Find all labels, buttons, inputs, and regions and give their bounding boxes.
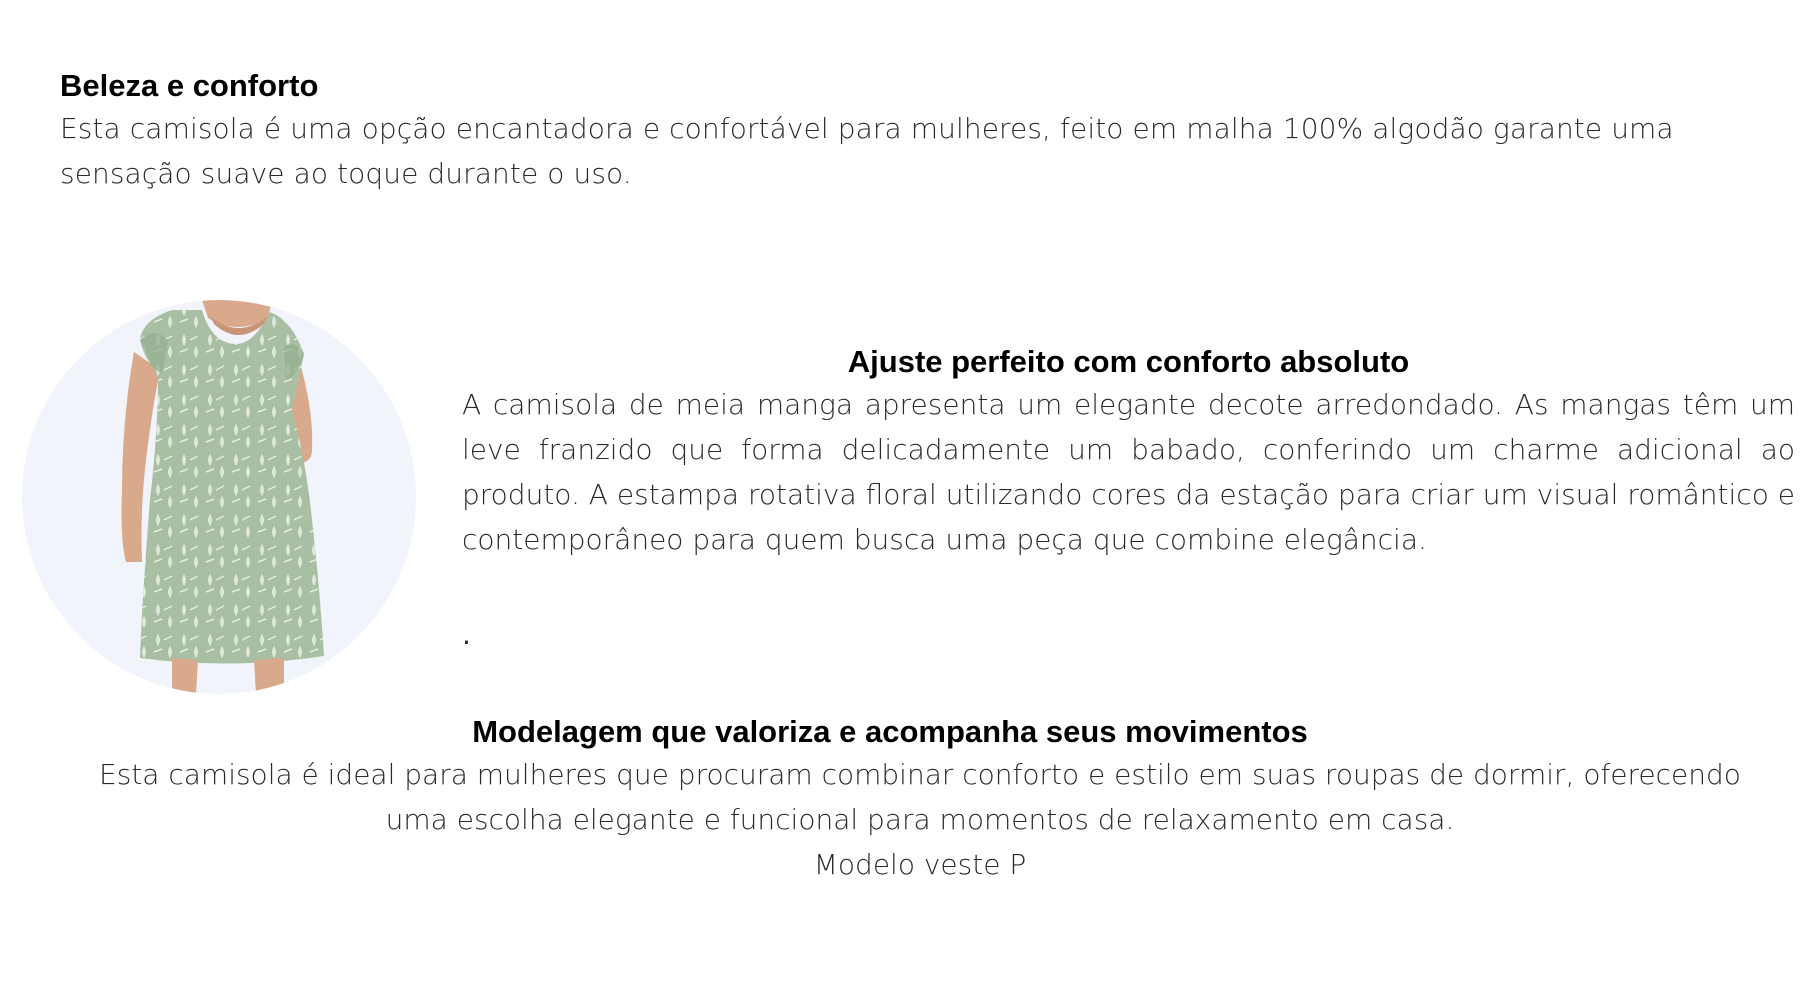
section-title-modelagem: Modelagem que valoriza e acompanha seus movimentos	[472, 714, 1308, 749]
paragraph-line: Esta camisola é ideal para mulheres que procuram combinar conforto e estilo em suas roupas de dormir, oferecendo	[99, 758, 1741, 791]
nightgown-photo-icon	[22, 300, 416, 694]
product-photo	[22, 300, 416, 694]
section-ajuste	[462, 342, 1795, 562]
paragraph-line: uma escolha elegante e funcional para momentos de relaxamento em casa.	[385, 803, 1455, 836]
model-size-note: Modelo veste P	[813, 848, 1027, 881]
section-modelagem	[40, 712, 1800, 887]
section-title-ajuste: Ajuste perfeito com conforto absoluto	[847, 344, 1410, 379]
paragraph-ajuste: A camisola de meia manga apresenta um elegante decote arredondado. As mangas têm um leve franzido que forma delicadamente um babado, conferindo um charme adicional ao produto. A estampa rotativa floral utilizando cores da estação para criar um visual romântico e contemporâneo para quem busca uma peça que combine elegância.	[462, 388, 1795, 556]
section-title-beleza: Beleza e conforto	[60, 68, 319, 103]
section-beleza	[60, 66, 1760, 196]
stray-dot: .	[462, 618, 471, 651]
paragraph-line: Esta camisola é uma opção encantadora e confortável para mulheres, feito em malha 100% algodão garante uma	[60, 112, 1674, 145]
paragraph-line: sensação suave ao toque durante o uso.	[60, 157, 632, 190]
